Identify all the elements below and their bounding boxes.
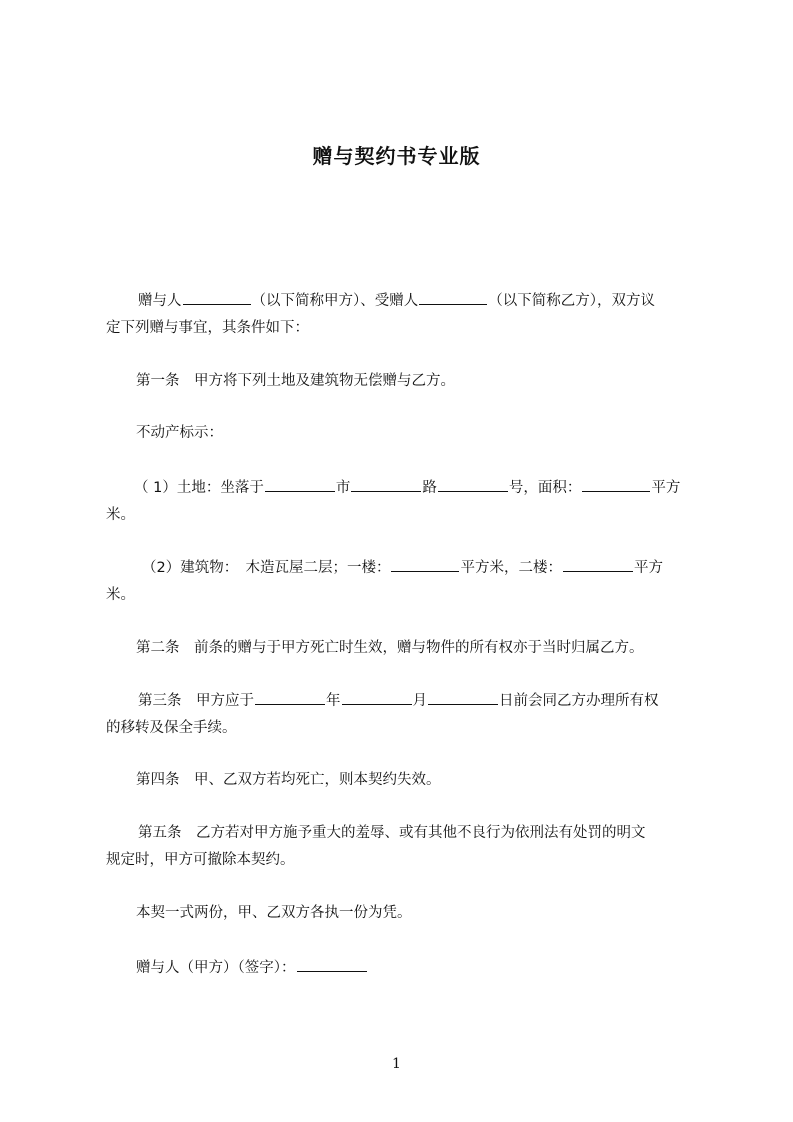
land-city-label: 市 [335, 480, 351, 496]
donor-name-blank [183, 290, 251, 305]
city-blank [265, 477, 335, 492]
month-label: 月 [412, 693, 427, 709]
donee-name-blank [419, 290, 487, 305]
road-blank [351, 477, 421, 492]
property-heading [106, 420, 706, 447]
article-3-line-1 [106, 688, 706, 715]
building-clause [106, 555, 706, 609]
building-line-1 [106, 555, 706, 582]
area-blank [582, 477, 650, 492]
intro-donor-label: 赠与人 [138, 293, 182, 309]
intro-tail: （以下简称乙方），双方议 [488, 293, 655, 309]
land-line-1 [106, 475, 706, 502]
article-3-lead: 第三条 甲方应于 [138, 693, 254, 709]
floor1-area-blank [391, 557, 459, 572]
land-line-2: 米。 [106, 507, 135, 523]
article-2-text: 第二条 前条的赠与于甲方死亡时生效，赠与物件的所有权亦于当时归属乙方。 [136, 640, 644, 656]
page-number: 1 [392, 1056, 401, 1072]
building-floor2-label: 平方米，二楼： [460, 560, 562, 576]
article-3-tail: 日前会同乙方办理所有权 [499, 693, 659, 709]
building-floor1-label: （2）建筑物： 木造瓦屋二层；一楼： [142, 560, 391, 576]
article-5-line-2: 规定时，甲方可撤除本契约。 [106, 852, 295, 868]
land-clause [106, 475, 706, 529]
article-4 [106, 767, 706, 794]
article-2 [106, 635, 706, 662]
signature-label: 赠与人（甲方）（签字）： [136, 960, 296, 976]
land-area-label: 号，面积： [508, 480, 582, 496]
document-title: 赠与契约书专业版 [312, 144, 481, 168]
copies-text: 本契一式两份，甲、乙双方各执一份为凭。 [136, 905, 412, 921]
building-unit: 平方 [633, 560, 663, 576]
intro-line-2: 定下列赠与事宜，其条件如下： [106, 320, 309, 336]
month-blank [342, 690, 412, 705]
day-blank [428, 690, 498, 705]
year-label: 年 [326, 693, 341, 709]
article-1 [106, 368, 706, 395]
floor2-area-blank [563, 557, 633, 572]
intro-donee-label: （以下简称甲方）、受赠人 [251, 293, 419, 309]
article-5 [106, 820, 706, 874]
intro-line-1 [106, 288, 706, 315]
land-unit: 平方 [651, 480, 681, 496]
article-1-text: 第一条 甲方将下列土地及建筑物无偿赠与乙方。 [136, 373, 455, 389]
property-heading-text: 不动产标示： [136, 425, 223, 441]
signature-blank [297, 957, 367, 972]
building-line-2: 米。 [106, 587, 135, 603]
land-road-label: 路 [422, 480, 437, 496]
signature-line [106, 955, 706, 982]
number-blank [438, 477, 508, 492]
article-3 [106, 688, 706, 742]
article-3-line-2: 的移转及保全手续。 [106, 720, 237, 736]
intro-paragraph [106, 288, 706, 342]
land-location-label: （ 1）土地：坐落于 [134, 480, 264, 496]
article-5-line-1 [106, 820, 706, 847]
article-4-text: 第四条 甲、乙双方若均死亡，则本契约失效。 [136, 772, 441, 788]
copies-clause [106, 900, 706, 927]
year-blank [255, 690, 325, 705]
article-5-text-1: 第五条 乙方若对甲方施予重大的羞辱、或有其他不良行为依刑法有处罚的明文 [138, 825, 646, 841]
